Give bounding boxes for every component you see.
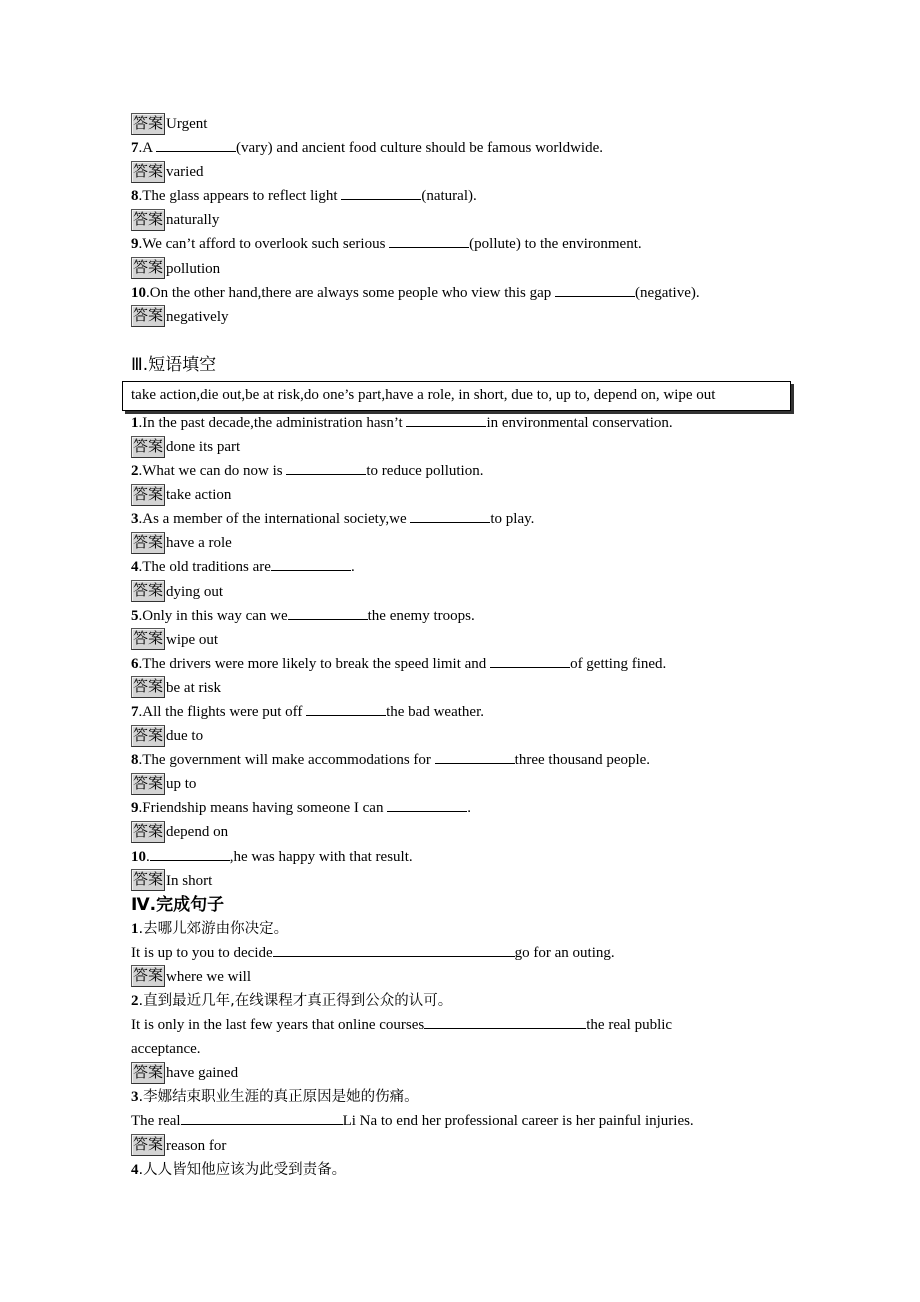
question-english-continuation: acceptance.: [131, 1041, 201, 1058]
answer-badge[interactable]: 答案: [131, 628, 165, 650]
question-chinese-line: [131, 1158, 811, 1182]
answer-badge[interactable]: 答案: [131, 305, 165, 327]
question-text-after: (pollute) to the environment.: [469, 236, 642, 253]
question-number: 1: [131, 920, 139, 937]
question-text-after: go for an outing.: [514, 944, 615, 961]
answer-text: pollution: [166, 260, 221, 277]
answer-text: done its part: [166, 438, 241, 455]
question-text-before: .What we can do now is: [138, 463, 287, 480]
question-text-after: ,he was happy with that result.: [229, 848, 413, 865]
question-number: 4: [131, 559, 139, 576]
question-text-before: .In the past decade,the administration hasn’t: [138, 414, 407, 431]
question-line: [131, 411, 811, 435]
answer-line: [131, 305, 811, 329]
question-text-after: the bad weather.: [386, 703, 484, 720]
question-text-before: It is up to you to decide: [131, 944, 273, 961]
part3-questions: [131, 411, 811, 893]
question-text-before: .All the flights were put off: [138, 703, 307, 720]
answer-line: [131, 160, 811, 184]
answer-line: [131, 531, 811, 555]
question-text-before: .On the other hand,there are always some people who view this gap: [146, 284, 556, 301]
answer-line: [131, 112, 811, 136]
answer-text: In short: [166, 872, 213, 889]
question-text-before: .A: [138, 140, 157, 157]
question-text-before: .We can’t afford to overlook such serious: [138, 236, 390, 253]
answer-text: negatively: [166, 308, 229, 325]
question-chinese: .李娜结束职业生涯的真正原因是她的伤痛。: [138, 1089, 419, 1106]
question-text-after: three thousand people.: [514, 752, 651, 769]
answer-blank[interactable]: [389, 232, 469, 248]
answer-line: [131, 1061, 811, 1085]
question-number: 10: [131, 848, 146, 865]
answer-text: have a role: [166, 535, 232, 552]
section-title-complete-sentences: Ⅳ.完成句子: [131, 894, 225, 915]
question-english-line: [131, 1109, 811, 1133]
question-number: 3: [131, 1089, 139, 1106]
question-text-before: It is only in the last few years that online courses: [131, 1017, 425, 1034]
question-text-after: Li Na to end her professional career is her painful injuries.: [342, 1113, 694, 1130]
question-line: [131, 604, 811, 628]
spacer: [131, 329, 811, 353]
question-line: [131, 281, 811, 305]
question-text-after: (vary) and ancient food culture should be famous worldwide.: [236, 140, 603, 157]
answer-blank[interactable]: [156, 136, 236, 152]
section-title-phrase-fill: Ⅲ.短语填空: [131, 354, 217, 375]
answer-line: [131, 208, 811, 232]
answer-text: take action: [166, 487, 232, 504]
answer-badge[interactable]: 答案: [131, 209, 165, 231]
answer-badge[interactable]: 答案: [131, 676, 165, 698]
question-line: [131, 184, 811, 208]
part4-questions: [131, 917, 811, 1182]
answer-line: [131, 580, 811, 604]
answer-blank[interactable]: [490, 652, 570, 668]
question-line: [131, 232, 811, 256]
question-number: 3: [131, 511, 139, 528]
word-bank-box: take action,die out,be at risk,do one’s part,have a role, in short, due to, up to, depend on, wipe out: [122, 381, 791, 411]
answer-blank[interactable]: [273, 941, 515, 957]
answer-text: due to: [166, 728, 204, 745]
answer-badge[interactable]: 答案: [131, 1062, 165, 1084]
question-line: [131, 652, 811, 676]
answer-badge[interactable]: 答案: [131, 532, 165, 554]
question-text-after: in environmental conservation.: [486, 414, 673, 431]
question-text-after: .: [350, 559, 355, 576]
answer-line: [131, 869, 811, 893]
question-english-line: [131, 941, 811, 965]
question-line: [131, 845, 811, 869]
answer-blank[interactable]: [150, 845, 230, 861]
answer-blank[interactable]: [387, 796, 467, 812]
answer-line: [131, 1134, 811, 1158]
question-chinese: .直到最近几年,在线课程才真正得到公众的认可。: [138, 993, 453, 1009]
answer-badge[interactable]: 答案: [131, 580, 165, 602]
question-text-before: .Friendship means having someone I can: [138, 800, 388, 817]
question-line: [131, 700, 811, 724]
answer-blank[interactable]: [435, 748, 515, 764]
question-text-after: (natural).: [421, 188, 477, 205]
answer-badge[interactable]: 答案: [131, 869, 165, 891]
question-number: 9: [131, 236, 139, 253]
answer-line: [131, 435, 811, 459]
question-number: 9: [131, 800, 139, 817]
question-english-line: [131, 1013, 811, 1037]
answer-text: be at risk: [166, 679, 221, 696]
answer-badge[interactable]: 答案: [131, 161, 165, 183]
question-text-before: .: [146, 848, 150, 865]
answer-badge[interactable]: 答案: [131, 821, 165, 843]
answer-badge[interactable]: 答案: [131, 436, 165, 458]
question-number: 4: [131, 1161, 139, 1178]
answer-text: Urgent: [166, 116, 208, 132]
question-number: 10: [131, 284, 146, 301]
question-number: 6: [131, 655, 139, 672]
answer-blank[interactable]: [286, 459, 366, 475]
answer-line: [131, 483, 811, 507]
question-text-after: to play.: [490, 511, 535, 528]
question-line: [131, 507, 811, 531]
answer-line: [131, 628, 811, 652]
answer-text: dying out: [166, 583, 224, 600]
question-text-after: of getting fined.: [570, 655, 667, 672]
question-chinese: .人人皆知他应该为此受到责备。: [138, 1161, 347, 1178]
question-text-after: (negative).: [635, 284, 700, 301]
question-chinese-line: [131, 1085, 811, 1109]
question-text-after: the real public: [586, 1017, 673, 1034]
question-number: 2: [131, 993, 139, 1009]
answer-text: varied: [166, 164, 204, 181]
question-text-before: .The old traditions are: [138, 559, 271, 576]
question-chinese-line: [131, 989, 811, 1013]
answer-blank[interactable]: [424, 1013, 586, 1029]
answer-text: naturally: [166, 212, 220, 229]
answer-line: [131, 772, 811, 796]
answer-blank[interactable]: [341, 184, 421, 200]
answer-text: have gained: [166, 1065, 239, 1082]
answer-blank[interactable]: [181, 1109, 343, 1125]
answer-line: [131, 965, 811, 989]
question-number: 5: [131, 607, 139, 624]
question-text-before: .The drivers were more likely to break the speed limit and: [138, 655, 491, 672]
answer-text: where we will: [166, 968, 251, 985]
answer-text: up to: [166, 776, 197, 793]
document-page: [131, 112, 811, 1182]
question-number: 1: [131, 414, 139, 431]
part2-questions: [131, 136, 811, 329]
answer-line: [131, 820, 811, 844]
question-line: [131, 748, 811, 772]
question-text-after: .: [467, 800, 471, 817]
answer-badge[interactable]: 答案: [131, 484, 165, 506]
question-text-after: the enemy troops.: [367, 607, 475, 624]
answer-badge[interactable]: 答案: [131, 257, 165, 279]
answer-text: wipe out: [166, 631, 219, 648]
question-number: 2: [131, 463, 139, 480]
question-text-after: to reduce pollution.: [366, 463, 484, 480]
answer-blank[interactable]: [555, 281, 635, 297]
question-line: [131, 555, 811, 579]
answer-blank[interactable]: [271, 555, 351, 571]
answer-blank[interactable]: [410, 507, 490, 523]
question-text-before: The real: [131, 1113, 181, 1130]
question-text-before: .As a member of the international society,we: [138, 511, 411, 528]
answer-line: [131, 724, 811, 748]
answer-blank[interactable]: [288, 604, 368, 620]
question-chinese: .去哪儿郊游由你决定。: [138, 920, 289, 937]
question-number: 8: [131, 188, 139, 205]
question-line: [131, 459, 811, 483]
answer-line: [131, 676, 811, 700]
answer-badge[interactable]: 答案: [131, 725, 165, 747]
question-text-before: .The glass appears to reflect light: [138, 188, 342, 205]
question-chinese-line: [131, 917, 811, 941]
question-number: 7: [131, 703, 139, 720]
question-number: 8: [131, 752, 139, 769]
answer-badge[interactable]: 答案: [131, 965, 165, 987]
answer-text: depend on: [166, 824, 229, 841]
answer-text: reason for: [166, 1137, 227, 1154]
answer-blank[interactable]: [406, 411, 486, 427]
answer-badge[interactable]: 答案: [131, 773, 165, 795]
question-line: [131, 136, 811, 160]
question-number: 7: [131, 140, 139, 157]
answer-badge[interactable]: 答案: [131, 113, 165, 135]
question-text-before: .The government will make accommodations for: [138, 752, 435, 769]
answer-badge[interactable]: 答案: [131, 1134, 165, 1156]
answer-blank[interactable]: [306, 700, 386, 716]
question-text-before: .Only in this way can we: [138, 607, 288, 624]
question-line: [131, 796, 811, 820]
answer-line: [131, 257, 811, 281]
